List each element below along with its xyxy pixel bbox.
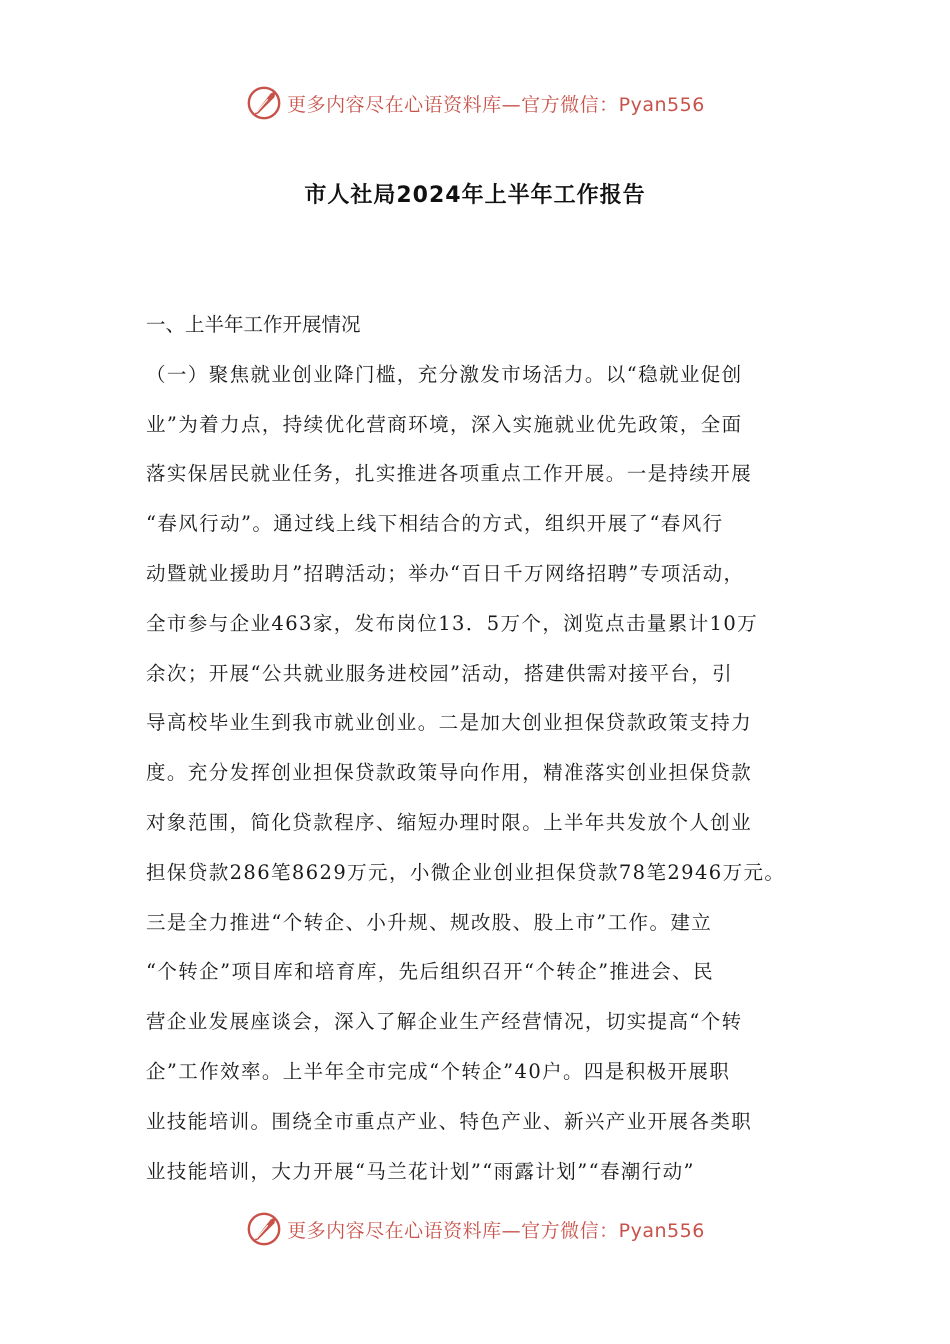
watermark-text: 更多内容尽在心语资料库—官方微信：Pyan556 [287, 93, 705, 116]
section-heading: 一、上半年工作开展情况 [146, 313, 361, 336]
document-title: 市人社局2024年上半年工作报告 [304, 183, 646, 208]
header-watermark-banner [0, 83, 950, 123]
watermark-text: 更多内容尽在心语资料库—官方微信：Pyan556 [287, 1219, 705, 1242]
paragraph-line: 企”工作效率。上半年全市完成“个转企”40户。四是积极开展职 [146, 1059, 731, 1083]
paragraph-line: 营企业发展座谈会，深入了解企业生产经营情况，切实提高“个转 [146, 1010, 743, 1034]
quill-pen-circle-icon [245, 84, 283, 122]
paragraph-line: （一）聚焦就业创业降门槛，充分激发市场活力。以“稳就业促创 [146, 362, 743, 386]
paragraph-line: 余次；开展“公共就业服务进校园”活动，搭建供需对接平台，引 [146, 661, 734, 685]
paragraph-line: 业技能培训，大力开展“马兰花计划”“雨露计划”“春潮行动” [146, 1159, 695, 1183]
paragraph-line: 全市参与企业463家，发布岗位13．5万个，浏览点击量累计10万 [146, 611, 759, 635]
paragraph-line: 动暨就业援助月”招聘活动；举办“百日千万网络招聘”专项活动， [146, 561, 745, 585]
paragraph-line: “个转企”项目库和培育库，先后组织召开“个转企”推进会、民 [146, 960, 714, 984]
paragraph-line: 导高校毕业生到我市就业创业。二是加大创业担保贷款政策支持力 [146, 711, 753, 735]
paragraph-line: 度。充分发挥创业担保贷款政策导向作用，精准落实创业担保贷款 [146, 761, 753, 785]
paragraph-line: “春风行动”。通过线上线下相结合的方式，组织开展了“春风行 [146, 512, 724, 536]
paragraph-line: 担保贷款286笔8629万元，小微企业创业担保贷款78笔2946万元。 [146, 860, 786, 884]
paragraph-line: 业技能培训。围绕全市重点产业、特色产业、新兴产业开展各类职 [146, 1109, 753, 1133]
paragraph-line: 对象范围，简化贷款程序、缩短办理时限。上半年共发放个人创业 [146, 810, 753, 834]
quill-pen-circle-icon [245, 1210, 283, 1248]
document-body [146, 300, 826, 1196]
body-paragraph [146, 350, 826, 1197]
paragraph-line: 落实保居民就业任务，扎实推进各项重点工作开展。一是持续开展 [146, 462, 753, 486]
paragraph-line: 三是全力推进“个转企、小升规、规改股、股上市”工作。建立 [146, 910, 713, 934]
footer-watermark-banner [0, 1209, 950, 1249]
paragraph-line: 业”为着力点，持续优化营商环境，深入实施就业优先政策，全面 [146, 412, 743, 436]
